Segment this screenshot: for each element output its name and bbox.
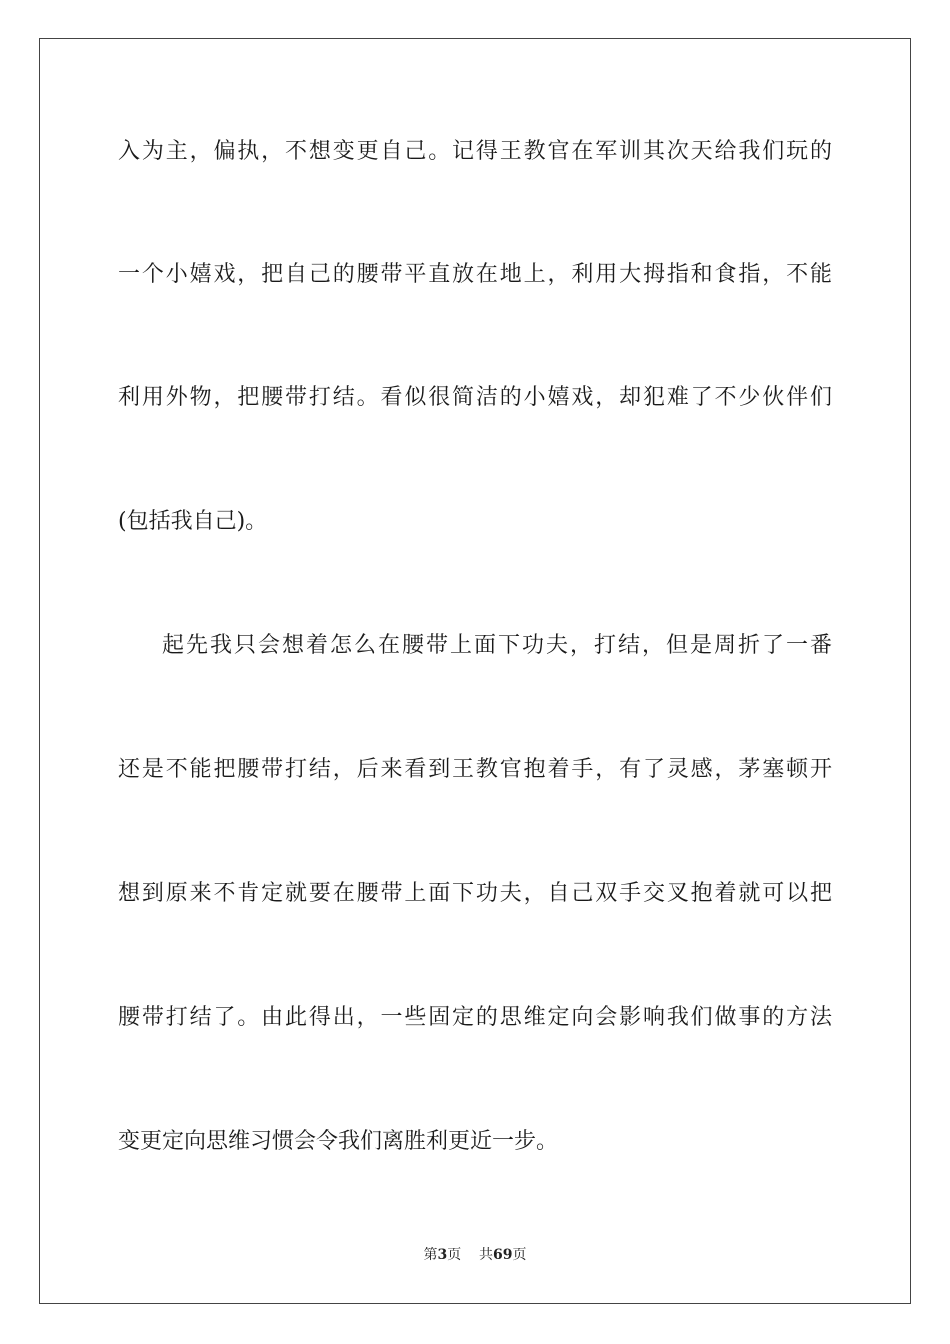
text-line: 还是不能把腰带打结，后来看到王教官抱着手，有了灵感，茅塞顿开 — [118, 757, 832, 782]
page-suffix: 页 — [447, 1247, 462, 1263]
text-line: 一个小嬉戏，把自己的腰带平直放在地上，利用大拇指和食指，不能 — [118, 262, 832, 287]
text-line: 变更定向思维习惯会令我们离胜利更近一步。 — [118, 1129, 559, 1154]
total-pages: 69 — [493, 1247, 513, 1263]
total-suffix: 页 — [512, 1247, 527, 1263]
page-prefix: 第 — [423, 1247, 438, 1263]
text-line: (包括我自己)。 — [118, 509, 268, 534]
page-border — [39, 38, 911, 1304]
text-line: 想到原来不肯定就要在腰带上面下功夫，自己双手交叉抱着就可以把 — [118, 881, 832, 906]
page-footer — [0, 1246, 950, 1264]
text-line: 入为主，偏执，不想变更自己。记得王教官在军训其次天给我们玩的 — [118, 139, 832, 164]
total-prefix: 共 — [479, 1247, 494, 1263]
text-line: 利用外物，把腰带打结。看似很简洁的小嬉戏，却犯难了不少伙伴们 — [118, 385, 832, 410]
text-line: 腰带打结了。由此得出，一些固定的思维定向会影响我们做事的方法 — [118, 1005, 832, 1030]
paragraph-first-line: 起先我只会想着怎么在腰带上面下功夫，打结，但是周折了一番 — [162, 633, 832, 658]
page-number: 3 — [437, 1247, 448, 1263]
